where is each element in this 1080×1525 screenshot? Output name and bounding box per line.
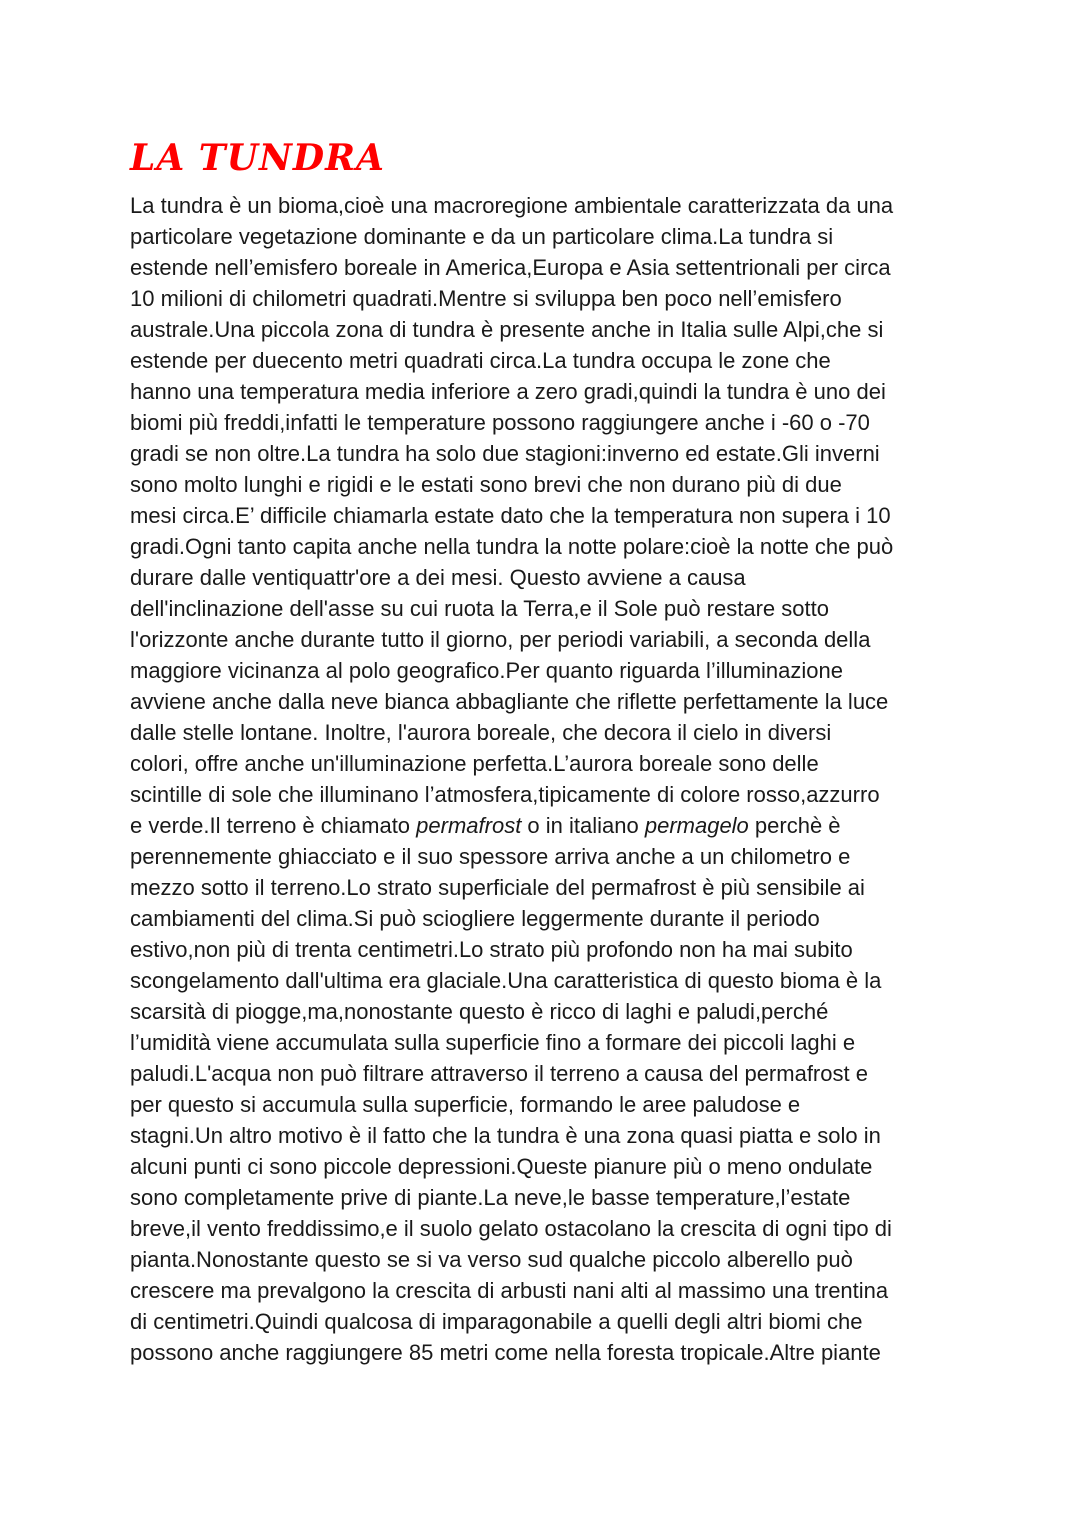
body-paragraph	[130, 190, 960, 1368]
text-line: dell'inclinazione dell'asse su cui ruota la Terra,e il Sole può restare sotto	[130, 596, 829, 621]
text-line: La tundra è un bioma,cioè una macroregione ambientale caratterizzata da una	[130, 193, 894, 218]
text-line: estende nell’emisfero boreale in America,Europa e Asia settentrionali per circa	[130, 255, 891, 280]
text-line: scintille di sole che illuminano l’atmosfera,tipicamente di colore rosso,azzurro	[130, 782, 880, 807]
text-line: biomi più freddi,infatti le temperature possono raggiungere anche i -60 o -70	[130, 410, 870, 435]
text-line: alcuni punti ci sono piccole depressioni.Queste pianure più o meno ondulate	[130, 1154, 873, 1179]
text-line: estivo,non più di trenta centimetri.Lo strato più profondo non ha mai subito	[130, 937, 853, 962]
text-line: mesi circa.E’ difficile chiamarla estate dato che la temperatura non supera i 10	[130, 503, 891, 528]
text-line: paludi.L'acqua non può filtrare attraverso il terreno a causa del permafrost e	[130, 1061, 868, 1086]
text-line: dalle stelle lontane. Inoltre, l'aurora boreale, che decora il cielo in diversi	[130, 720, 832, 745]
italic-term: permafrost	[416, 813, 522, 838]
text-segment: o in italiano	[521, 813, 645, 838]
text-line: per questo si accumula sulla superficie, formando le aree paludose e	[130, 1092, 801, 1117]
text-line: possono anche raggiungere 85 metri come nella foresta tropicale.Altre piante	[130, 1340, 881, 1365]
text-line: hanno una temperatura media inferiore a zero gradi,quindi la tundra è uno dei	[130, 379, 886, 404]
text-line	[130, 810, 960, 841]
text-line: l'orizzonte anche durante tutto il giorno, per periodi variabili, a seconda della	[130, 627, 871, 652]
text-line: pianta.Nonostante questo se si va verso sud qualche piccolo alberello può	[130, 1247, 853, 1272]
text-line: 10 milioni di chilometri quadrati.Mentre si sviluppa ben poco nell’emisfero	[130, 286, 842, 311]
text-line: sono molto lunghi e rigidi e le estati sono brevi che non durano più di due	[130, 472, 842, 497]
text-segment: e verde.Il terreno è chiamato	[130, 813, 417, 838]
text-line: durare dalle ventiquattr'ore a dei mesi. Questo avviene a causa	[130, 565, 746, 590]
text-line: australe.Una piccola zona di tundra è presente anche in Italia sulle Alpi,che si	[130, 317, 884, 342]
italic-term: permagelo	[644, 813, 749, 838]
text-line: gradi se non oltre.La tundra ha solo due stagioni:inverno ed estate.Gli inverni	[130, 441, 880, 466]
text-segment: perchè è	[748, 813, 841, 838]
page-title: LA TUNDRA	[130, 137, 385, 179]
text-line: avviene anche dalla neve bianca abbagliante che riflette perfettamente la luce	[130, 689, 889, 714]
text-line: crescere ma prevalgono la crescita di arbusti nani alti al massimo una trentina	[130, 1278, 889, 1303]
text-line: maggiore vicinanza al polo geografico.Per quanto riguarda l’illuminazione	[130, 658, 843, 683]
text-line: scongelamento dall'ultima era glaciale.Una caratteristica di questo bioma è la	[130, 968, 882, 993]
text-line: colori, offre anche un'illuminazione perfetta.L’aurora boreale sono delle	[130, 751, 819, 776]
text-line: scarsità di piogge,ma,nonostante questo è ricco di laghi e paludi,perché	[130, 999, 829, 1024]
text-line: perennemente ghiacciato e il suo spessore arriva anche a un chilometro e	[130, 844, 851, 869]
text-line: cambiamenti del clima.Si può sciogliere leggermente durante il periodo	[130, 906, 820, 931]
text-line: stagni.Un altro motivo è il fatto che la tundra è una zona quasi piatta e solo in	[130, 1123, 881, 1148]
text-line: gradi.Ogni tanto capita anche nella tundra la notte polare:cioè la notte che può	[130, 534, 894, 559]
text-line: di centimetri.Quindi qualcosa di imparagonabile a quelli degli altri biomi che	[130, 1309, 863, 1334]
text-line: mezzo sotto il terreno.Lo strato superficiale del permafrost è più sensibile ai	[130, 875, 865, 900]
text-line: estende per duecento metri quadrati circa.La tundra occupa le zone che	[130, 348, 831, 373]
text-line: particolare vegetazione dominante e da un particolare clima.La tundra si	[130, 224, 834, 249]
text-line: sono completamente prive di piante.La neve,le basse temperature,l’estate	[130, 1185, 851, 1210]
text-line: l’umidità viene accumulata sulla superficie fino a formare dei piccoli laghi e	[130, 1030, 856, 1055]
text-line: breve,il vento freddissimo,e il suolo gelato ostacolano la crescita di ogni tipo di	[130, 1216, 892, 1241]
